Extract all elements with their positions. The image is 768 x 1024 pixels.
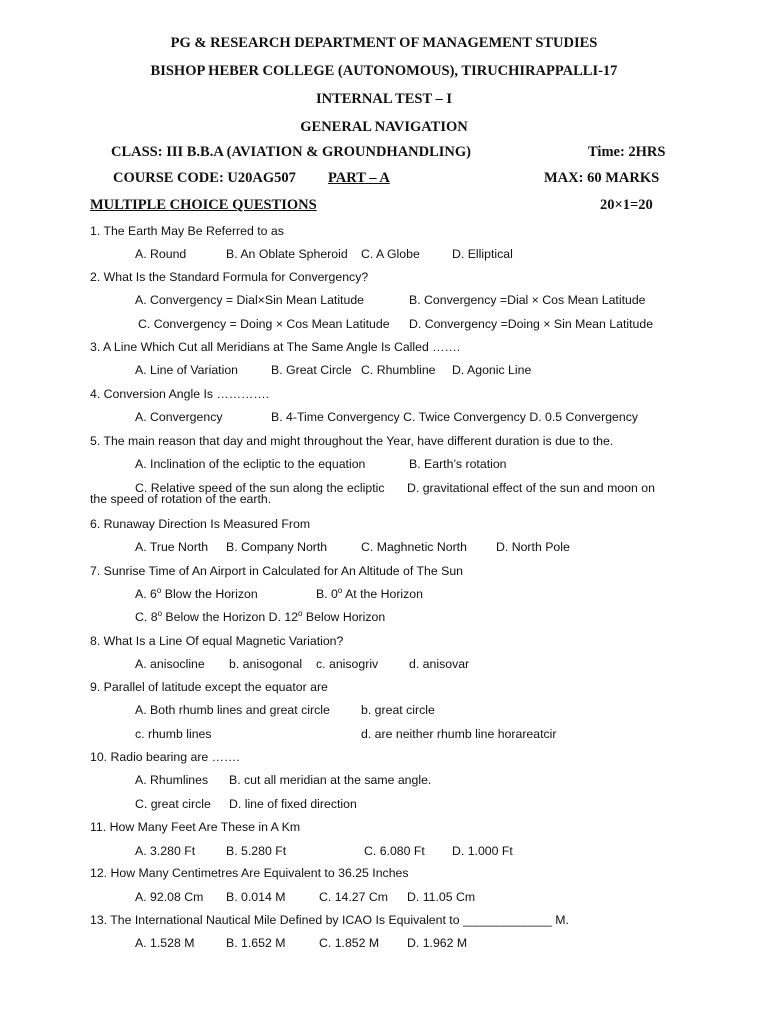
- q2-option-d: D. Convergency =Doing × Sin Mean Latitude: [409, 317, 654, 331]
- q12-option-c: C. 14.27 Cm: [319, 890, 389, 904]
- question-2: 2. What Is the Standard Formula for Convergency?: [90, 270, 369, 284]
- question-3: 3. A Line Which Cut all Meridians at The Same Angle Is Called …….: [90, 340, 461, 354]
- q9-option-d: d. are neither rhumb line horareatcir: [361, 727, 557, 741]
- q9-option-b: b. great circle: [361, 703, 435, 717]
- question-11: 11. How Many Feet Are These in A Km: [90, 820, 301, 834]
- q8-option-b: b. anisogonal: [229, 657, 303, 671]
- q6-option-d: D. North Pole: [496, 540, 570, 554]
- q13-option-b: B. 1.652 M: [226, 936, 286, 950]
- question-13: 13. The International Nautical Mile Defined by ICAO Is Equivalent to _____________ M.: [90, 913, 569, 927]
- q3-option-b: B. Great Circle: [271, 363, 352, 377]
- q8-option-d: d. anisovar: [409, 657, 470, 671]
- time-label: Time: 2HRS: [588, 144, 666, 160]
- department-title: PG & RESEARCH DEPARTMENT OF MANAGEMENT STUDIES: [170, 35, 598, 51]
- q8-option-c: c. anisogriv: [316, 657, 379, 671]
- question-5: 5. The main reason that day and might throughout the Year, have different duration is due to the.: [90, 434, 614, 448]
- subject-title: GENERAL NAVIGATION: [300, 119, 468, 135]
- q5-option-a: A. Inclination of the ecliptic to the equation: [135, 457, 366, 471]
- q5-option-b: B. Earth’s rotation: [409, 457, 507, 471]
- q12-option-d: D. 11.05 Cm: [407, 890, 476, 904]
- q7-option-b: B. 0$^o$ At the Horizon: [316, 585, 423, 601]
- q1-option-b: B. An Oblate Spheroid: [226, 247, 348, 261]
- q1-option-c: C. A Globe: [361, 247, 420, 261]
- question-6: 6. Runaway Direction Is Measured From: [90, 517, 311, 531]
- q9-option-a: A. Both rhumb lines and great circle: [135, 703, 330, 717]
- q11-option-a: A. 3.280 Ft: [135, 844, 196, 858]
- question-4: 4. Conversion Angle Is ………….: [90, 387, 270, 401]
- q6-option-c: C. Maghnetic North: [361, 540, 467, 554]
- q1-option-a: A. Round: [135, 247, 187, 261]
- q7-option-a: A. 6$^o$ Blow the Horizon: [135, 585, 258, 601]
- q10-option-c: C. great circle: [135, 797, 211, 811]
- q10-option-d: D. line of fixed direction: [229, 797, 357, 811]
- question-1: 1. The Earth May Be Referred to as: [90, 224, 284, 238]
- q4-option-a: A. Convergency: [135, 410, 223, 424]
- q5-option-c: C. Relative speed of the sun along the ecliptic: [135, 481, 385, 495]
- q6-option-a: A. True North: [135, 540, 209, 554]
- part-label: PART – A: [328, 170, 390, 186]
- q11-option-c: C. 6.080 Ft: [364, 844, 425, 858]
- q3-option-d: D. Agonic Line: [452, 363, 532, 377]
- q10-option-a: A. Rhumlines: [135, 773, 209, 787]
- question-8: 8. What Is a Line Of equal Magnetic Variation?: [90, 634, 344, 648]
- college-name: BISHOP HEBER COLLEGE (AUTONOMOUS), TIRUCHIRAPPALLI-17: [150, 63, 618, 79]
- course-code: COURSE CODE: U20AG507: [113, 170, 296, 186]
- max-marks: MAX: 60 MARKS: [544, 170, 660, 186]
- class-label: CLASS: III B.B.A (AVIATION & GROUNDHANDLING): [111, 144, 472, 160]
- q2-option-b: B. Convergency =Dial × Cos Mean Latitude: [409, 293, 646, 307]
- q8-option-a: A. anisocline: [135, 657, 205, 671]
- question-9: 9. Parallel of latitude except the equator are: [90, 680, 328, 694]
- q3-option-a: A. Line of Variation: [135, 363, 238, 377]
- q2-option-c: C. Convergency = Doing × Cos Mean Latitude: [138, 317, 390, 331]
- q13-option-d: D. 1.962 M: [407, 936, 468, 950]
- q5-option-d-continued: the speed of rotation of the earth.: [90, 492, 272, 506]
- q13-option-c: C. 1.852 M: [319, 936, 380, 950]
- question-12: 12. How Many Centimetres Are Equivalent to 36.25 Inches: [90, 866, 409, 880]
- q3-option-c: C. Rhumbline: [361, 363, 436, 377]
- q5-option-d: D. gravitational effect of the sun and moon on: [407, 481, 655, 495]
- marks-scheme: 20×1=20: [600, 197, 653, 213]
- q2-option-a: A. Convergency = Dial×Sin Mean Latitude: [135, 293, 364, 307]
- q13-option-a: A. 1.528 M: [135, 936, 195, 950]
- q11-option-b: B. 5.280 Ft: [226, 844, 287, 858]
- q11-option-d: D. 1.000 Ft: [452, 844, 513, 858]
- q4-options-bcd: B. 4-Time Convergency C. Twice Convergency D. 0.5 Convergency: [271, 410, 639, 424]
- q12-option-b: B. 0.014 M: [226, 890, 286, 904]
- q12-option-a: A. 92.08 Cm: [135, 890, 204, 904]
- q6-option-b: B. Company North: [226, 540, 328, 554]
- q9-option-c: c. rhumb lines: [135, 727, 212, 741]
- q7-option-c: C. 8$^o$ Below the Horizon D. 12$^o$ Below Horizon: [135, 608, 386, 624]
- question-10: 10. Radio bearing are …….: [90, 750, 240, 764]
- section-heading: MULTIPLE CHOICE QUESTIONS: [90, 197, 317, 213]
- q1-option-d: D. Elliptical: [452, 247, 513, 261]
- question-7: 7. Sunrise Time of An Airport in Calculated for An Altitude of The Sun: [90, 564, 463, 578]
- q10-option-b: B. cut all meridian at the same angle.: [229, 773, 432, 787]
- test-title: INTERNAL TEST – I: [315, 91, 453, 107]
